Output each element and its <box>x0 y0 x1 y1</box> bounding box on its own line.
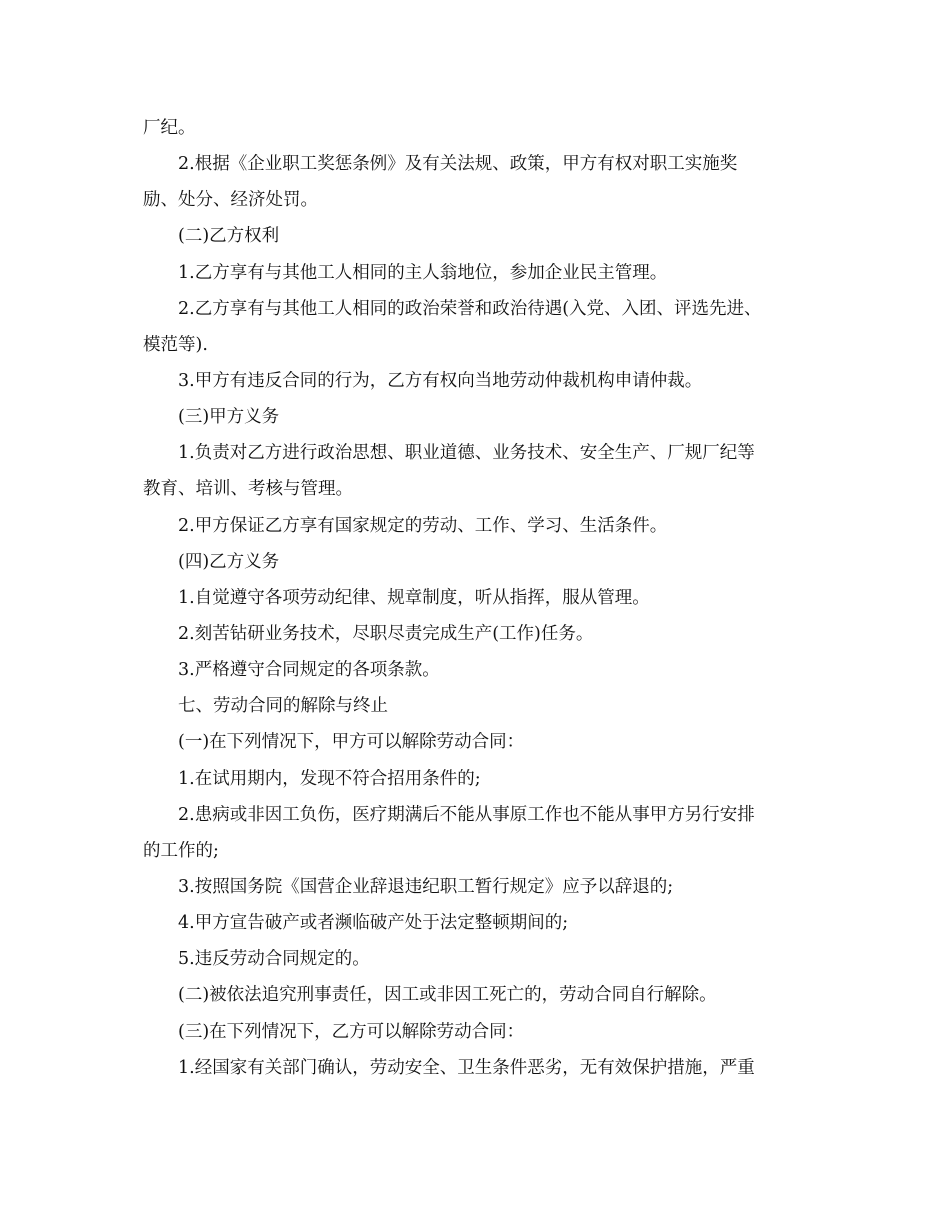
paragraph-line: 2.根据《企业职工奖惩条例》及有关法规、政策，甲方有权对职工实施奖 <box>178 154 738 175</box>
paragraph-line: 1.在试用期内，发现不符合招用条件的; <box>178 768 481 789</box>
paragraph-line: 1.负责对乙方进行政治思想、职业道德、业务技术、安全生产、厂规厂纪等 <box>178 443 755 464</box>
chapter-heading: 七、劳动合同的解除与终止 <box>178 696 388 717</box>
paragraph-line: 3.严格遵守合同规定的各项条款。 <box>178 660 440 681</box>
paragraph-line: 2.患病或非因工负伤，医疗期满后不能从事原工作也不能从事甲方另行安排 <box>178 804 755 825</box>
document-body <box>143 110 808 1086</box>
paragraph-line: 2.甲方保证乙方享有国家规定的劳动、工作、学习、生活条件。 <box>178 515 668 536</box>
paragraph-line: 2.刻苦钻研业务技术，尽职尽责完成生产(工作)任务。 <box>178 623 594 644</box>
paragraph-line: 4.甲方宣告破产或者濒临破产处于法定整顿期间的; <box>178 913 569 934</box>
section-heading: (三)甲方义务 <box>178 407 280 428</box>
paragraph-line: 模范等). <box>143 334 208 355</box>
section-heading: (三)在下列情况下，乙方可以解除劳动合同： <box>178 1021 525 1042</box>
paragraph-line: 1.自觉遵守各项劳动纪律、规章制度，听从指挥，服从管理。 <box>178 587 650 608</box>
paragraph-line: 2.乙方享有与其他工人相同的政治荣誉和政治待遇(入党、入团、评选先进、 <box>178 298 762 319</box>
paragraph-line: 厂纪。 <box>143 118 196 138</box>
section-heading: (一)在下列情况下，甲方可以解除劳动合同： <box>178 732 525 753</box>
section-heading: (四)乙方义务 <box>178 551 280 572</box>
paragraph-line: 的工作的; <box>143 840 219 861</box>
section-heading: (二)乙方权利 <box>178 226 280 247</box>
paragraph-line: 教育、培训、考核与管理。 <box>143 479 353 500</box>
paragraph-line: 励、处分、经济处罚。 <box>143 190 318 211</box>
paragraph-line: 3.甲方有违反合同的行为，乙方有权向当地劳动仲裁机构申请仲裁。 <box>178 370 703 391</box>
paragraph-line: 5.违反劳动合同规定的。 <box>178 949 370 970</box>
paragraph-line: 1.乙方享有与其他工人相同的主人翁地位，参加企业民主管理。 <box>178 262 668 283</box>
paragraph-line: 3.按照国务院《国营企业辞退违纪职工暂行规定》应予以辞退的; <box>178 876 674 897</box>
section-heading: (二)被依法追究刑事责任，因工或非因工死亡的，劳动合同自行解除。 <box>178 985 717 1006</box>
paragraph-line: 1.经国家有关部门确认，劳动安全、卫生条件恶劣，无有效保护措施，严重 <box>178 1057 755 1078</box>
